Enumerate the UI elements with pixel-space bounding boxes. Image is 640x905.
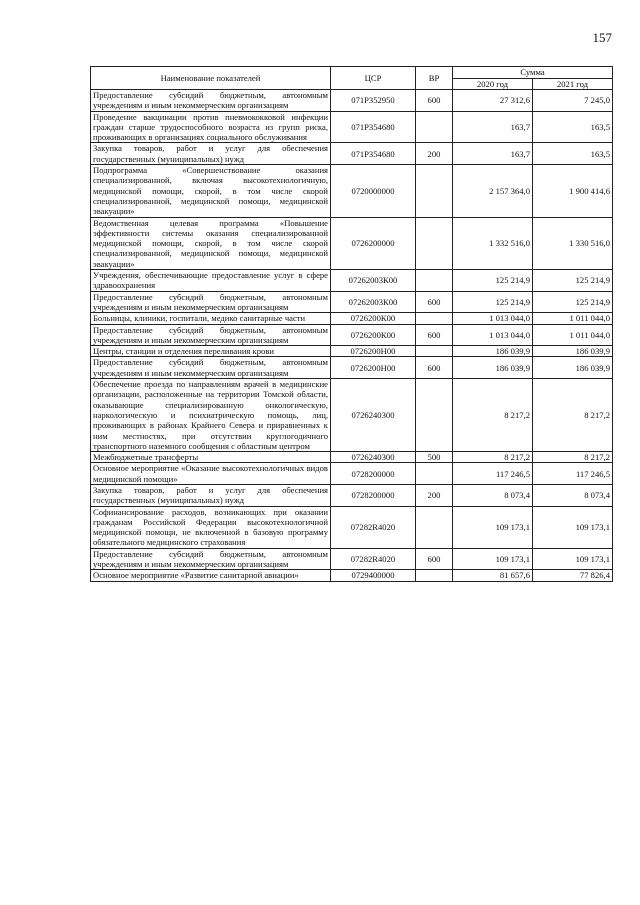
table-row bbox=[91, 463, 613, 485]
row-vr bbox=[416, 463, 453, 485]
row-vr: 600 bbox=[416, 291, 453, 313]
row-sum-2021: 109 173,1 bbox=[533, 548, 613, 570]
row-sum-2021: 77 826,4 bbox=[533, 570, 613, 581]
row-sum-2020: 1 013 044,0 bbox=[453, 324, 533, 346]
row-sum-2021: 186 039,9 bbox=[533, 346, 613, 357]
row-sum-2021: 1 900 414,6 bbox=[533, 165, 613, 217]
row-name: Подпрограмма «Совершенствование оказания специализированной, включая высокотехнологичную, медицинской помощи, скорой, в том числе скорой специализированной, медицинской помощи, медицинской эвакуации» bbox=[91, 165, 331, 217]
row-vr: 600 bbox=[416, 548, 453, 570]
row-sum-2021: 1 011 044,0 bbox=[533, 313, 613, 324]
row-sum-2021: 163,5 bbox=[533, 111, 613, 143]
row-sum-2020: 8 217,2 bbox=[453, 452, 533, 463]
row-vr bbox=[416, 217, 453, 269]
table-row bbox=[91, 346, 613, 357]
row-code: 07262003К00 bbox=[331, 291, 416, 313]
row-sum-2020: 186 039,9 bbox=[453, 346, 533, 357]
row-code: 0726200Н00 bbox=[331, 346, 416, 357]
header-sum: Сумма bbox=[453, 67, 613, 79]
row-code: 071Р354680 bbox=[331, 111, 416, 143]
row-vr bbox=[416, 111, 453, 143]
row-vr: 500 bbox=[416, 452, 453, 463]
row-name: Проведение вакцинации против пневмококковой инфекции граждан старше трудоспособного возраста из групп риска, проживающих в организациях социального обслуживания bbox=[91, 111, 331, 143]
row-sum-2021: 163,5 bbox=[533, 143, 613, 165]
row-code: 0726200000 bbox=[331, 217, 416, 269]
row-vr: 600 bbox=[416, 357, 453, 379]
row-sum-2020: 8 217,2 bbox=[453, 379, 533, 452]
row-code: 07262003К00 bbox=[331, 270, 416, 292]
row-vr: 600 bbox=[416, 324, 453, 346]
table-body bbox=[91, 90, 613, 582]
row-name: Предоставление субсидий бюджетным, автономным учреждениям и иным некоммерческим организациям bbox=[91, 90, 331, 112]
table-row bbox=[91, 165, 613, 217]
row-sum-2021: 1 330 516,0 bbox=[533, 217, 613, 269]
row-sum-2021: 7 245,0 bbox=[533, 90, 613, 112]
row-sum-2020: 186 039,9 bbox=[453, 357, 533, 379]
row-name: Предоставление субсидий бюджетным, автономным учреждениям и иным некоммерческим организациям bbox=[91, 548, 331, 570]
row-sum-2021: 186 039,9 bbox=[533, 357, 613, 379]
row-name: Межбюджетные трансферты bbox=[91, 452, 331, 463]
header-year-2020: 2020 год bbox=[453, 78, 533, 90]
row-code: 0726240300 bbox=[331, 452, 416, 463]
row-vr bbox=[416, 506, 453, 548]
table-row bbox=[91, 291, 613, 313]
row-sum-2020: 125 214,9 bbox=[453, 270, 533, 292]
row-sum-2020: 1 013 044,0 bbox=[453, 313, 533, 324]
row-vr: 200 bbox=[416, 143, 453, 165]
row-name: Центры, станции и отделения переливания крови bbox=[91, 346, 331, 357]
table-row bbox=[91, 270, 613, 292]
row-code: 0726200Н00 bbox=[331, 357, 416, 379]
row-name: Закупка товаров, работ и услуг для обеспечения государственных (муниципальных) нужд bbox=[91, 143, 331, 165]
table-header-row bbox=[91, 67, 613, 79]
header-name: Наименование показателей bbox=[91, 67, 331, 90]
table-row bbox=[91, 357, 613, 379]
budget-table bbox=[90, 66, 613, 582]
row-vr bbox=[416, 270, 453, 292]
row-code: 0726200К00 bbox=[331, 313, 416, 324]
row-sum-2020: 1 332 516,0 bbox=[453, 217, 533, 269]
table-row bbox=[91, 143, 613, 165]
table-row bbox=[91, 217, 613, 269]
row-name: Предоставление субсидий бюджетным, автономным учреждениям и иным некоммерческим организациям bbox=[91, 291, 331, 313]
page-number: 157 bbox=[592, 30, 612, 45]
row-code: 0728200000 bbox=[331, 463, 416, 485]
row-vr bbox=[416, 165, 453, 217]
row-sum-2021: 125 214,9 bbox=[533, 270, 613, 292]
header-code: ЦСР bbox=[331, 67, 416, 90]
row-sum-2020: 2 157 364,0 bbox=[453, 165, 533, 217]
row-vr bbox=[416, 570, 453, 581]
row-vr bbox=[416, 346, 453, 357]
row-vr: 200 bbox=[416, 484, 453, 506]
table-row bbox=[91, 506, 613, 548]
row-vr bbox=[416, 313, 453, 324]
header-year-2021: 2021 год bbox=[533, 78, 613, 90]
row-sum-2020: 109 173,1 bbox=[453, 506, 533, 548]
row-name: Учреждения, обеспечивающие предоставление услуг в сфере здравоохранения bbox=[91, 270, 331, 292]
row-name: Софинансирование расходов, возникающих при оказании гражданам Российской Федерации высокотехнологичной медицинской помощи, не включенной в базовую программу обязательного медицинского страхования bbox=[91, 506, 331, 548]
row-code: 0726240300 bbox=[331, 379, 416, 452]
row-code: 071Р354680 bbox=[331, 143, 416, 165]
row-name: Обеспечение проезда по направлениям врачей в медицинские организации, расположенные на территории Томской области, оказывающие специализированную онкологическую, наркологическую и психиатрическую помощь, лиц, проживающих в районах Крайнего Севера и приравненных к ним местностях, при отсутствии круглогодичного транспортного наземного сообщения с областным центром bbox=[91, 379, 331, 452]
row-sum-2021: 8 073,4 bbox=[533, 484, 613, 506]
row-sum-2020: 27 312,6 bbox=[453, 90, 533, 112]
row-sum-2020: 8 073,4 bbox=[453, 484, 533, 506]
row-sum-2020: 109 173,1 bbox=[453, 548, 533, 570]
row-sum-2020: 125 214,9 bbox=[453, 291, 533, 313]
row-name: Закупка товаров, работ и услуг для обеспечения государственных (муниципальных) нужд bbox=[91, 484, 331, 506]
header-vr: ВР bbox=[416, 67, 453, 90]
table-row bbox=[91, 111, 613, 143]
row-code: 0726200К00 bbox=[331, 324, 416, 346]
row-sum-2021: 8 217,2 bbox=[533, 379, 613, 452]
row-name: Ведомственная целевая программа «Повышение эффективности системы оказания специализированной медицинской помощи, скорой, в том числе скорой специализированной, медицинской помощи, медицинской эвакуации» bbox=[91, 217, 331, 269]
table-row bbox=[91, 90, 613, 112]
table-row bbox=[91, 324, 613, 346]
row-name: Основное мероприятие «Оказание высокотехнологичных видов медицинской помощи» bbox=[91, 463, 331, 485]
row-name: Предоставление субсидий бюджетным, автономным учреждениям и иным некоммерческим организациям bbox=[91, 357, 331, 379]
row-code: 0729400000 bbox=[331, 570, 416, 581]
row-sum-2020: 117 246,5 bbox=[453, 463, 533, 485]
table-row bbox=[91, 548, 613, 570]
table-row bbox=[91, 452, 613, 463]
row-code: 0728200000 bbox=[331, 484, 416, 506]
row-vr: 600 bbox=[416, 90, 453, 112]
row-sum-2021: 109 173,1 bbox=[533, 506, 613, 548]
row-sum-2021: 125 214,9 bbox=[533, 291, 613, 313]
row-vr bbox=[416, 379, 453, 452]
row-sum-2020: 163,7 bbox=[453, 143, 533, 165]
row-code: 07282R4020 bbox=[331, 506, 416, 548]
row-name: Предоставление субсидий бюджетным, автономным учреждениям и иным некоммерческим организациям bbox=[91, 324, 331, 346]
row-name: Больницы, клиники, госпитали, медико санитарные части bbox=[91, 313, 331, 324]
row-code: 07282R4020 bbox=[331, 548, 416, 570]
row-code: 0720000000 bbox=[331, 165, 416, 217]
row-sum-2021: 1 011 044,0 bbox=[533, 324, 613, 346]
table-row bbox=[91, 484, 613, 506]
row-sum-2021: 117 246,5 bbox=[533, 463, 613, 485]
row-sum-2020: 81 657,6 bbox=[453, 570, 533, 581]
row-sum-2021: 8 217,2 bbox=[533, 452, 613, 463]
row-code: 071Р352950 bbox=[331, 90, 416, 112]
row-name: Основное мероприятие «Развитие санитарной авиации» bbox=[91, 570, 331, 581]
row-sum-2020: 163,7 bbox=[453, 111, 533, 143]
table-row bbox=[91, 379, 613, 452]
table-row bbox=[91, 570, 613, 581]
table-row bbox=[91, 313, 613, 324]
